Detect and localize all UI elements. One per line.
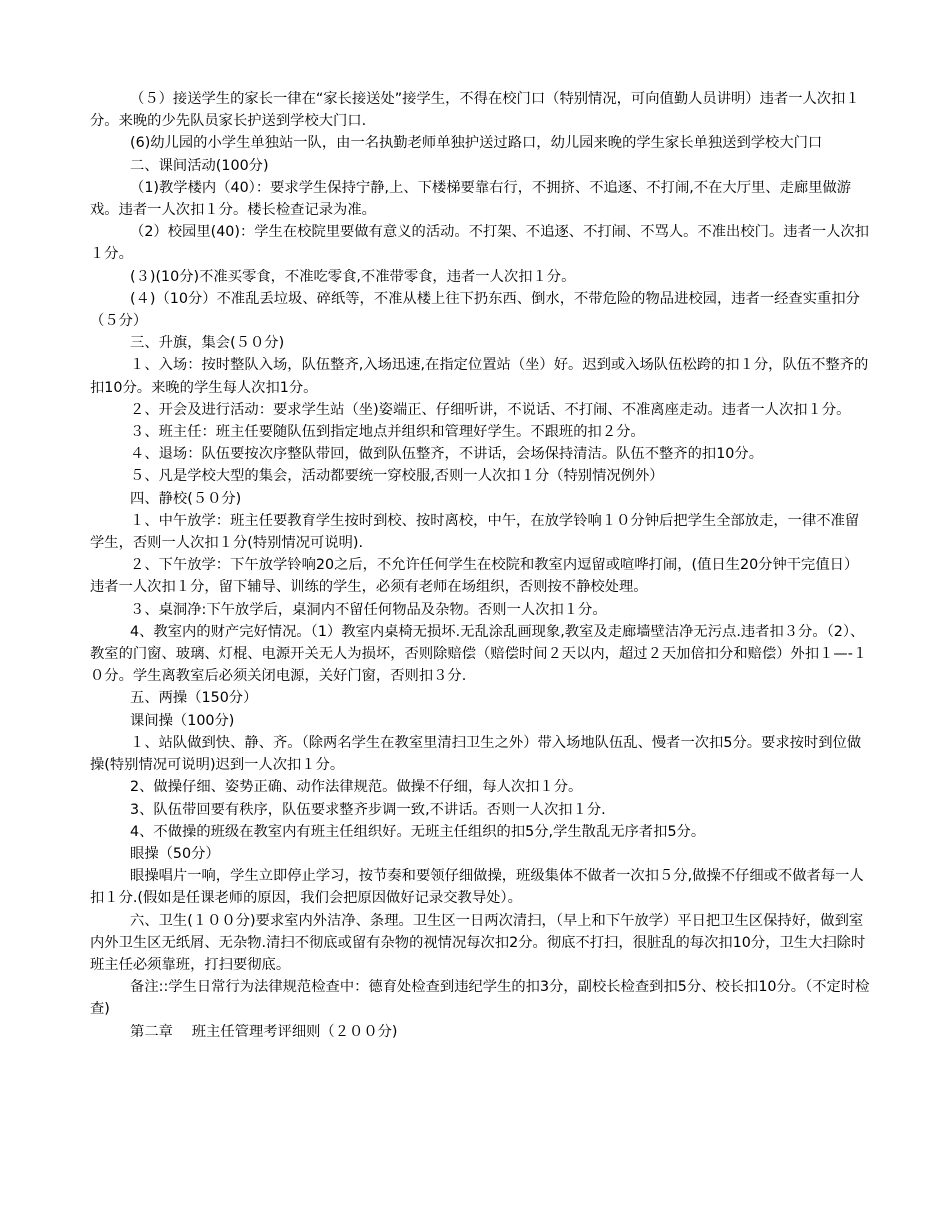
- paragraph: ５、凡是学校大型的集会，活动都要统一穿校服,否则一人次扣１分（特别情况例外）: [130, 468, 664, 485]
- paragraph: １、站队做到快、静、齐。（除两名学生在教室里清扫卫生之外）带入场地队伍乱、慢者一次扣5分。要求按时到位做操(特别情况可说明)迟到一人次扣１分。: [90, 734, 862, 774]
- section-heading: 五、两操（150分）: [130, 690, 258, 707]
- paragraph: (３)(10分)不准买零食，不准吃零食,不准带零食，违者一人次扣１分。: [130, 268, 576, 285]
- paragraph: ３、班主任：班主任要随队伍到指定地点并组织和管理好学生。不跟班的扣２分。: [130, 424, 645, 441]
- paragraph: ４、退场：队伍要按次序整队带回，做到队伍整齐，不讲话，会场保持清洁。队伍不整齐的扣10分。: [130, 446, 763, 463]
- document-body: [90, 88, 870, 1043]
- paragraph: （2）校园里(40)：学生在校院里要做有意义的活动。不打架、不追逐、不打闹、不骂人。不准出校门。违者一人次扣１分。: [90, 224, 870, 263]
- paragraph: 六、卫生(１００分)要求室内外洁净、条理。卫生区一日两次清扫，（早上和下午放学）平日把卫生区保持好，做到室内外卫生区无纸屑、无杂物.清扫不彻底或留有杂物的视情况每次扣2分。彻底不打扫，很脏乱的每次扣10分，卫生大扫除时班主任必须靠班，打扫要彻底。: [90, 912, 866, 973]
- paragraph: ２、开会及进行活动：要求学生站（坐)姿端正、仔细听讲，不说话、不打闹、不准离座走动。违者一人次扣１分。: [130, 401, 851, 418]
- chapter-heading: 第二章 班主任管理考评细则（２００分): [130, 1023, 398, 1040]
- paragraph: (４)（10分）不准乱丢垃圾、碎纸等，不准从楼上往下扔东西、倒水，不带危险的物品进校园，违者一经查实重扣分（５分）: [90, 290, 860, 330]
- paragraph: 眼操唱片一响，学生立即停止学习，按节奏和要领仔细做操，班级集体不做者一次扣５分,做操不仔细或不做者每一人扣１分.(假如是任课老师的原因，我们会把原因做好记录交教导处）。: [90, 868, 864, 907]
- note-paragraph: 备注::学生日常行为法律规范检查中：德育处检查到违纪学生的扣3分，副校长检查到扣5分、校长扣10分。（不定时检查): [90, 979, 870, 1018]
- subsection-heading: 眼操（50分）: [130, 845, 220, 862]
- paragraph: 3、队伍带回要有秩序，队伍要求整齐步调一致,不讲话。否则一人次扣１分.: [130, 801, 606, 818]
- subsection-heading: 课间操（100分): [130, 712, 235, 729]
- paragraph: （1)教学楼内（40）：要求学生保持宁静,上、下楼梯要靠右行，不拥挤、不追逐、不打闹,不在大厅里、走廊里做游戏。违者一人次扣１分。楼长检查记录为准。: [90, 179, 852, 219]
- paragraph: １、中午放学：班主任要教育学生按时到校、按时离校，中午，在放学铃响１０分钟后把学生全部放走，一律不准留学生，否则一人次扣１分(特别情况可说明).: [90, 512, 860, 552]
- paragraph: (6)幼儿园的小学生单独站一队，由一名执勤老师单独护送过路口，幼儿园来晚的学生家长单独送到学校大门口: [130, 135, 823, 152]
- paragraph: １、入场：按时整队入场，队伍整齐,入场迅速,在指定位置站（坐）好。迟到或入场队伍松跨的扣１分，队伍不整齐的扣10分。来晚的学生每人次扣1分。: [90, 357, 869, 396]
- paragraph: 4、教室内的财产完好情况。（1）教室内桌椅无损坏.无乱涂乱画现象,教室及走廊墙壁洁净无污点.违者扣３分。（2）、教室的门窗、玻璃、灯棍、电源开关无人为损坏，否则除赔偿（赔偿时间２天以内，超过２天加倍扣分和赔偿）外扣１—-１０分。学生离教室后必须关闭电源，关好门窗，否则扣３分.: [90, 623, 868, 685]
- paragraph: 4、不做操的班级在教室内有班主任组织好。无班主任组织的扣5分,学生散乱无序者扣5分。: [130, 823, 706, 840]
- paragraph: 2、做操仔细、姿势正确、动作法律规范。做操不仔细，每人次扣１分。: [130, 779, 583, 796]
- section-heading: 四、静校(５０分): [130, 490, 242, 507]
- section-heading: 三、升旗，集会(５０分): [130, 335, 285, 352]
- paragraph: ３、桌洞净:下午放学后，桌洞内不留任何物品及杂物。否则一人次扣１分。: [130, 601, 607, 618]
- paragraph: ２、下午放学：下午放学铃响20之后，不允许任何学生在校院和教室内逗留或喧哗打闹，(值日生20分钟干完值日）违者一人次扣１分，留下辅导、训练的学生，必须有老师在场组织，否则按不静校处理。: [90, 557, 859, 596]
- section-heading: 二、课间活动(100分): [130, 157, 269, 174]
- paragraph: （５）接送学生的家长一律在“家长接送处”接学生，不得在校门口（特别情况，可向值勤人员讲明）违者一人次扣１分。来晚的少先队员家长护送到学校大门口.: [90, 91, 860, 130]
